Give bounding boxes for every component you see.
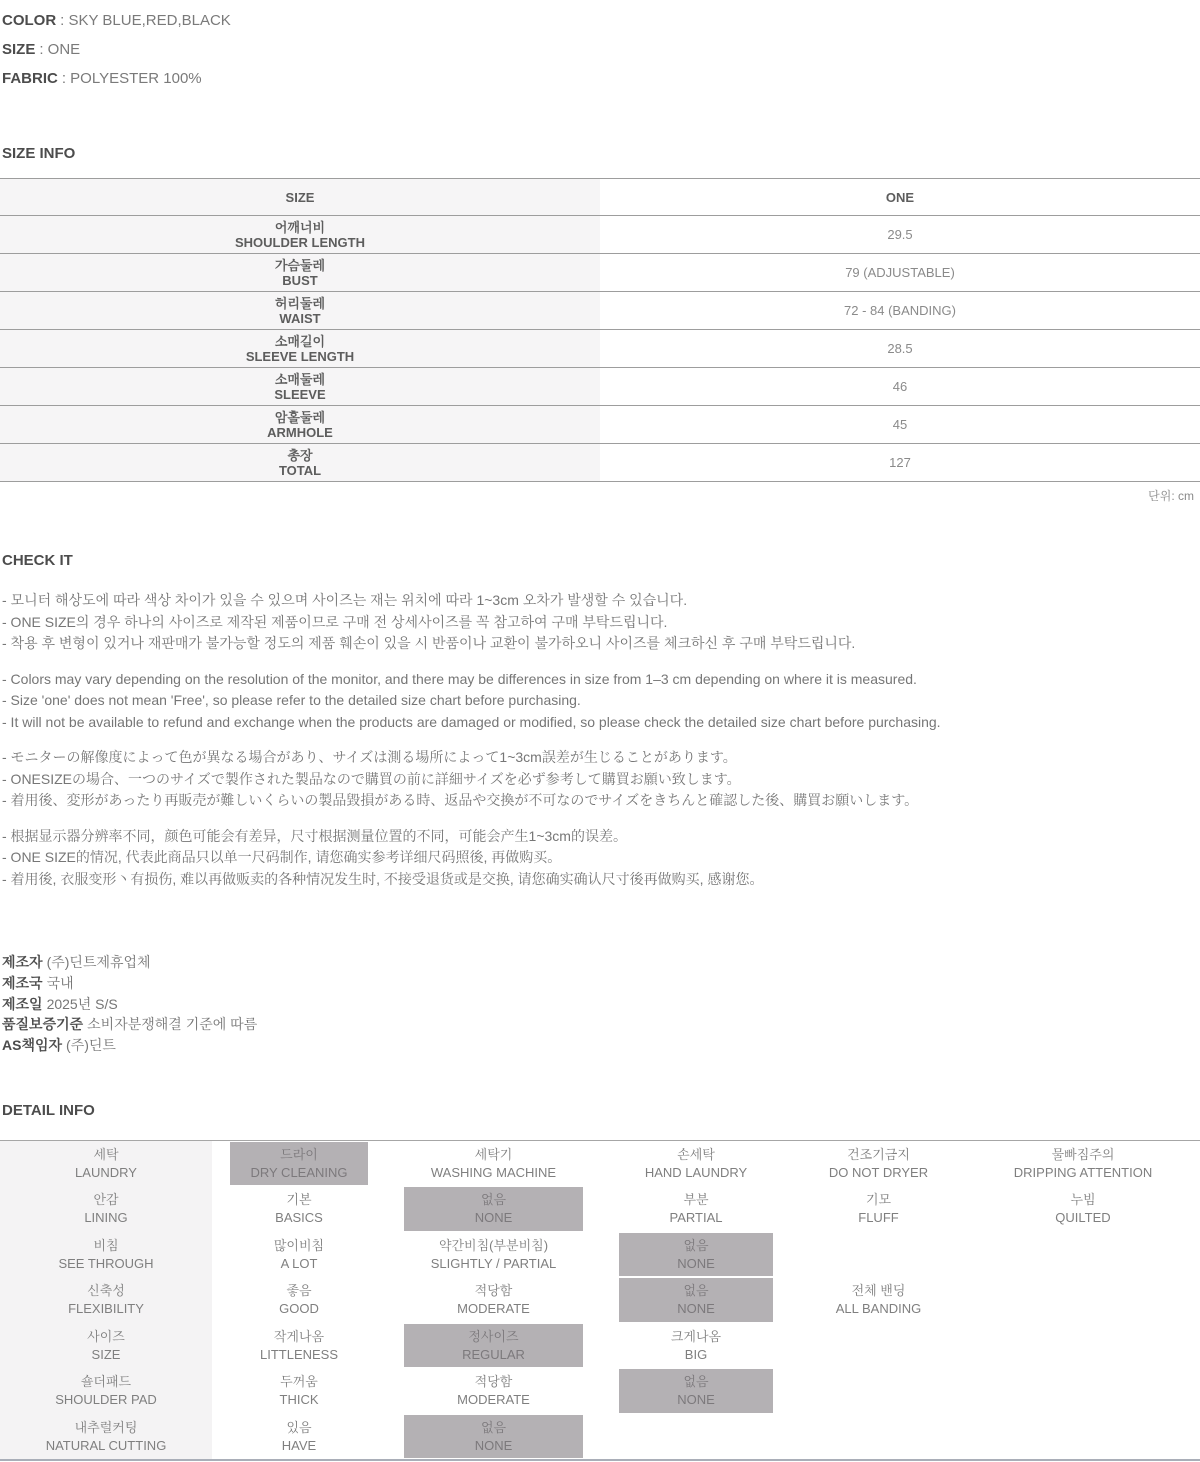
size-label-en: TOTAL <box>278 462 322 478</box>
manufacturer-value: 국내 <box>46 974 74 991</box>
detail-cell <box>601 1186 791 1232</box>
detail-cell-en: NONE <box>474 1437 513 1453</box>
detail-label-ko: 비침 <box>93 1237 119 1253</box>
size-value: 79 (ADJUSTABLE) <box>845 265 955 280</box>
detail-label-cell <box>0 1368 212 1414</box>
detail-cell-ko: 작게나옴 <box>273 1328 325 1344</box>
detail-cell-ko: 기모 <box>865 1192 892 1208</box>
detail-cell-en: PARTIAL <box>669 1210 723 1226</box>
size-table-row-sleeve-length <box>0 330 1200 368</box>
detail-cell-ko: 정사이즈 <box>468 1328 519 1344</box>
manufacturer-label: 제조자 <box>2 954 43 970</box>
size-value-cell <box>600 254 1200 291</box>
detail-cell-ko: 있음 <box>286 1419 312 1435</box>
manufacturer-info <box>0 952 1200 1056</box>
detail-cell <box>212 1368 386 1414</box>
size-table-row-sleeve <box>0 368 1200 406</box>
detail-cell-en: BASICS <box>275 1210 323 1226</box>
detail-row-laundry <box>0 1141 1200 1187</box>
size-table-row-bust <box>0 254 1200 292</box>
detail-cell-ko: 좋음 <box>286 1283 312 1299</box>
size-label-en: SLEEVE <box>274 386 326 402</box>
size-label-ko: 허리둘레 <box>274 295 326 311</box>
detail-cell-en: GOOD <box>279 1301 319 1317</box>
size-table-row-armhole <box>0 406 1200 444</box>
spec-size-label: SIZE <box>2 41 36 58</box>
detail-cell <box>386 1141 601 1187</box>
size-table-row-total <box>0 444 1200 482</box>
detail-cell-en: BIG <box>684 1346 708 1362</box>
notice-korean <box>0 590 1200 655</box>
detail-cell <box>619 1278 773 1322</box>
detail-cell <box>212 1277 386 1323</box>
detail-cell-ko: 적당함 <box>474 1374 513 1390</box>
detail-cell-ko: 없음 <box>683 1237 709 1253</box>
detail-label-ko: 숄더패드 <box>80 1374 132 1390</box>
manufacturer-label: 품질보증기준 <box>2 1016 84 1033</box>
detail-cell <box>404 1324 583 1368</box>
size-label-en: WAIST <box>279 310 321 326</box>
detail-cell-en: QUILTED <box>1055 1210 1111 1226</box>
size-label-ko: 가슴둘레 <box>274 257 326 273</box>
size-label-en: SHOULDER LENGTH <box>235 234 365 250</box>
detail-row-natural-cutting <box>0 1414 1200 1460</box>
detail-cell-en: MODERATE <box>457 1301 530 1317</box>
detail-cell-en: HAVE <box>281 1437 317 1453</box>
detail-row-lining <box>0 1186 1200 1232</box>
detail-cell-en: SLIGHTLY / PARTIAL <box>430 1255 557 1271</box>
detail-cell <box>404 1187 583 1231</box>
detail-cell-ko: 없음 <box>480 1192 507 1208</box>
size-label-cell <box>0 216 600 253</box>
size-value-cell <box>600 368 1200 405</box>
notice-line: - 着用後, 衣服变形丶有损伤, 难以再做贩卖的各种情况发生时, 不接受退货或是交换, 请您确实确认尺寸後再做购买, 感谢您。 <box>2 870 764 887</box>
manufacturer-line <box>0 994 1200 1015</box>
detail-label-en: SHOULDER PAD <box>55 1392 157 1408</box>
detail-label-en: SEE THROUGH <box>58 1255 154 1271</box>
detail-cell-en: REGULAR <box>462 1346 525 1362</box>
notice-line: - 착용 후 변형이 있거나 재판매가 불가능할 정도의 제품 훼손이 있을 시 반품이나 교환이 불가하오니 사이즈를 체크하신 후 구매 부탁드립니다. <box>2 635 856 651</box>
size-value-cell <box>600 216 1200 253</box>
detail-cell-en: LITTLENESS <box>259 1346 339 1362</box>
detail-cell-ko: 전체 밴딩 <box>851 1283 906 1299</box>
detail-cell-ko: 드라이 <box>280 1146 318 1162</box>
size-value: 72 - 84 (BANDING) <box>844 303 956 318</box>
detail-cell-en: DO NOT DRYER <box>828 1164 929 1180</box>
spec-color-label: COLOR <box>2 12 57 29</box>
detail-label-ko: 세탁 <box>93 1146 119 1162</box>
detail-cell-ko: 없음 <box>480 1419 507 1435</box>
size-label-en: SLEEVE LENGTH <box>245 348 355 364</box>
size-label-ko: 소매길이 <box>274 333 326 349</box>
notice-line: - ONESIZEの場合、一つのサイズで製作された製品なので購買の前に詳細サイズを必ず参考して購買お願い致します。 <box>2 770 741 787</box>
notice-line: - モニターの解像度によって色が異なる場合があり、サイズは測る場所によって1~3cm誤差が生じることがあります。 <box>2 749 737 765</box>
spec-size <box>2 35 1200 64</box>
detail-cell <box>619 1233 773 1277</box>
detail-label-ko: 내추럴커팅 <box>74 1419 138 1435</box>
detail-label-ko: 사이즈 <box>87 1328 125 1344</box>
detail-cell <box>404 1415 583 1459</box>
size-value: 45 <box>892 417 908 432</box>
size-table-header-row <box>0 179 1200 216</box>
size-value: 28.5 <box>887 341 913 356</box>
manufacturer-value: (주)딘트제휴업체 <box>46 954 151 970</box>
detail-label-cell <box>0 1186 212 1232</box>
detail-label-cell <box>0 1414 212 1460</box>
spec-fabric <box>2 64 1200 93</box>
size-value-cell <box>600 406 1200 443</box>
size-label-en: BUST <box>282 272 318 288</box>
size-label-cell <box>0 444 600 481</box>
detail-cell-en: FLUFF <box>858 1210 899 1226</box>
size-value: 127 <box>889 455 911 470</box>
size-value-cell <box>600 444 1200 481</box>
detail-label-en: LINING <box>84 1210 128 1226</box>
detail-row-see-through <box>0 1232 1200 1278</box>
detail-cell-en: ALL BANDING <box>835 1301 922 1317</box>
size-info-heading: SIZE INFO <box>2 145 76 162</box>
detail-cell-en: NONE <box>677 1392 715 1408</box>
size-header-label-cell <box>0 179 600 215</box>
detail-cell <box>619 1369 773 1413</box>
detail-cell <box>212 1414 386 1460</box>
detail-cell <box>212 1323 386 1369</box>
detail-cell-ko: 많이비침 <box>273 1237 325 1253</box>
detail-cell-en: NONE <box>474 1210 513 1226</box>
detail-row-flexibility <box>0 1277 1200 1323</box>
manufacturer-label: 제조일 <box>2 995 43 1012</box>
detail-cell <box>791 1186 966 1232</box>
size-label-ko: 어깨너비 <box>274 219 326 235</box>
notice-japanese <box>0 747 1200 812</box>
detail-label-cell <box>0 1277 212 1323</box>
detail-cell-ko: 부분 <box>683 1192 709 1208</box>
check-it-heading: CHECK IT <box>2 552 73 569</box>
detail-cell-en: DRIPPING ATTENTION <box>1013 1164 1153 1180</box>
detail-info-grid <box>0 1140 1200 1462</box>
manufacturer-line <box>0 952 1200 973</box>
detail-cell-en: DRY CLEANING <box>250 1164 348 1180</box>
detail-cell-en: MODERATE <box>457 1392 530 1408</box>
notice-line: - 根据显示器分辨率不同，颜色可能会有差异，尺寸根据测量位置的不同，可能会产生1~3cm的误差。 <box>2 827 627 844</box>
manufacturer-line <box>0 973 1200 994</box>
spec-size-value: : ONE <box>39 41 81 58</box>
detail-cell <box>966 1141 1200 1187</box>
detail-cell <box>212 1186 386 1232</box>
size-value: 29.5 <box>887 227 913 242</box>
detail-cell-ko: 크게나옴 <box>670 1328 722 1344</box>
detail-cell-ko: 적당함 <box>474 1283 513 1299</box>
size-value: 46 <box>892 379 908 394</box>
size-label-cell <box>0 254 600 291</box>
spec-fabric-label: FABRIC <box>2 70 58 87</box>
detail-label-en: SIZE <box>91 1346 121 1362</box>
detail-label-en: FLEXIBILITY <box>68 1301 144 1317</box>
product-specs <box>0 6 1200 93</box>
detail-cell-en: HAND LAUNDRY <box>644 1164 748 1180</box>
detail-cell-ko: 누빔 <box>1070 1192 1096 1208</box>
size-value-cell <box>600 292 1200 329</box>
detail-cell-ko: 세탁기 <box>474 1146 513 1162</box>
size-table-row-waist <box>0 292 1200 330</box>
detail-label-cell <box>0 1323 212 1369</box>
detail-label-ko: 안감 <box>93 1192 119 1208</box>
detail-cell-ko: 건조기금지 <box>847 1146 910 1162</box>
detail-cell <box>230 1142 368 1186</box>
size-label-ko: 총장 <box>287 447 313 463</box>
detail-info-heading: DETAIL INFO <box>2 1101 95 1119</box>
manufacturer-label: 제조국 <box>2 974 43 991</box>
notice-english <box>0 669 1200 734</box>
detail-label-en: LAUNDRY <box>75 1164 137 1180</box>
detail-row-size <box>0 1323 1200 1369</box>
size-label-ko: 소매둘레 <box>274 371 326 387</box>
manufacturer-line <box>0 1014 1200 1035</box>
spec-color <box>2 6 1200 35</box>
detail-cell-ko: 약간비침(부분비침) <box>438 1237 549 1253</box>
detail-cell <box>386 1277 601 1323</box>
manufacturer-value: 2025년 S/S <box>46 995 118 1012</box>
size-label-ko: 암홀둘레 <box>274 409 326 425</box>
size-label-cell <box>0 368 600 405</box>
manufacturer-value: 소비자분쟁해결 기준에 따름 <box>87 1016 258 1033</box>
detail-cell-ko: 없음 <box>683 1283 709 1299</box>
detail-cell-en: NONE <box>677 1255 715 1271</box>
detail-cell <box>966 1186 1200 1232</box>
detail-cell-ko: 손세탁 <box>677 1146 715 1162</box>
detail-cell-en: A LOT <box>280 1255 318 1271</box>
detail-cell-ko: 기본 <box>286 1192 312 1208</box>
detail-cell-en: WASHING MACHINE <box>430 1164 557 1180</box>
notice-line: - Colors may vary depending on the resolution of the monitor, and there may be differences in size from 1–3 cm depending on where it is measured. <box>2 670 917 687</box>
notice-chinese <box>0 826 1200 891</box>
detail-label-cell <box>0 1232 212 1278</box>
spec-fabric-value: : POLYESTER 100% <box>61 70 202 87</box>
size-col-one: ONE <box>885 189 915 205</box>
notice-line: - 着用後、変形があったり再販売が難しいくらいの製品毀損がある時、返品や交換が不可なのでサイズをきちんと確認した後、購買お願いします。 <box>2 792 919 808</box>
size-label-cell <box>0 406 600 443</box>
size-table <box>0 178 1200 482</box>
size-header-value-cell <box>600 179 1200 215</box>
detail-cell <box>601 1141 791 1187</box>
size-label-cell <box>0 330 600 367</box>
manufacturer-label: AS책임자 <box>2 1037 63 1054</box>
detail-label-cell <box>0 1141 212 1187</box>
manufacturer-value: (주)딘트 <box>66 1037 116 1054</box>
detail-cell <box>386 1368 601 1414</box>
manufacturer-line <box>0 1035 1200 1056</box>
detail-cell-en: NONE <box>677 1301 715 1317</box>
size-label-en: ARMHOLE <box>267 424 333 440</box>
detail-cell-ko: 물빠짐주의 <box>1051 1146 1115 1162</box>
size-table-row-shoulder <box>0 216 1200 254</box>
detail-cell-en: THICK <box>279 1392 319 1408</box>
detail-cell <box>601 1323 791 1369</box>
detail-cell-ko: 없음 <box>683 1374 709 1390</box>
detail-cell <box>791 1277 966 1323</box>
unit-note: 단위: cm <box>1148 489 1194 503</box>
detail-cell <box>212 1232 386 1278</box>
notice-line: - 모니터 해상도에 따라 색상 차이가 있을 수 있으며 사이즈는 재는 위치에 따라 1~3cm 오차가 발생할 수 있습니다. <box>2 592 688 608</box>
notice-line: - ONE SIZE의 경우 하나의 사이즈로 제작된 제품이므로 구매 전 상세사이즈를 꼭 참고하여 구매 부탁드립니다. <box>2 613 668 630</box>
notice-line: - It will not be available to refund and exchange when the products are damaged or modified, so please check the detailed size chart before purchasing. <box>2 713 941 730</box>
size-col-size: SIZE <box>285 189 315 205</box>
notice-line: - ONE SIZE的情况, 代表此商品只以单一尺码制作, 请您确实参考详细尺码照後, 再做购买。 <box>2 849 562 865</box>
detail-label-en: NATURAL CUTTING <box>45 1437 167 1453</box>
detail-cell-ko: 두꺼움 <box>280 1374 318 1390</box>
detail-label-ko: 신축성 <box>87 1283 125 1299</box>
detail-cell <box>791 1141 966 1187</box>
notice-line: - Size 'one' does not mean 'Free', so please refer to the detailed size chart before purchasing. <box>2 692 581 708</box>
spec-color-value: : SKY BLUE,RED,BLACK <box>60 12 231 29</box>
detail-cell <box>386 1232 601 1278</box>
size-value-cell <box>600 330 1200 367</box>
size-label-cell <box>0 292 600 329</box>
detail-row-shoulder-pad <box>0 1368 1200 1414</box>
